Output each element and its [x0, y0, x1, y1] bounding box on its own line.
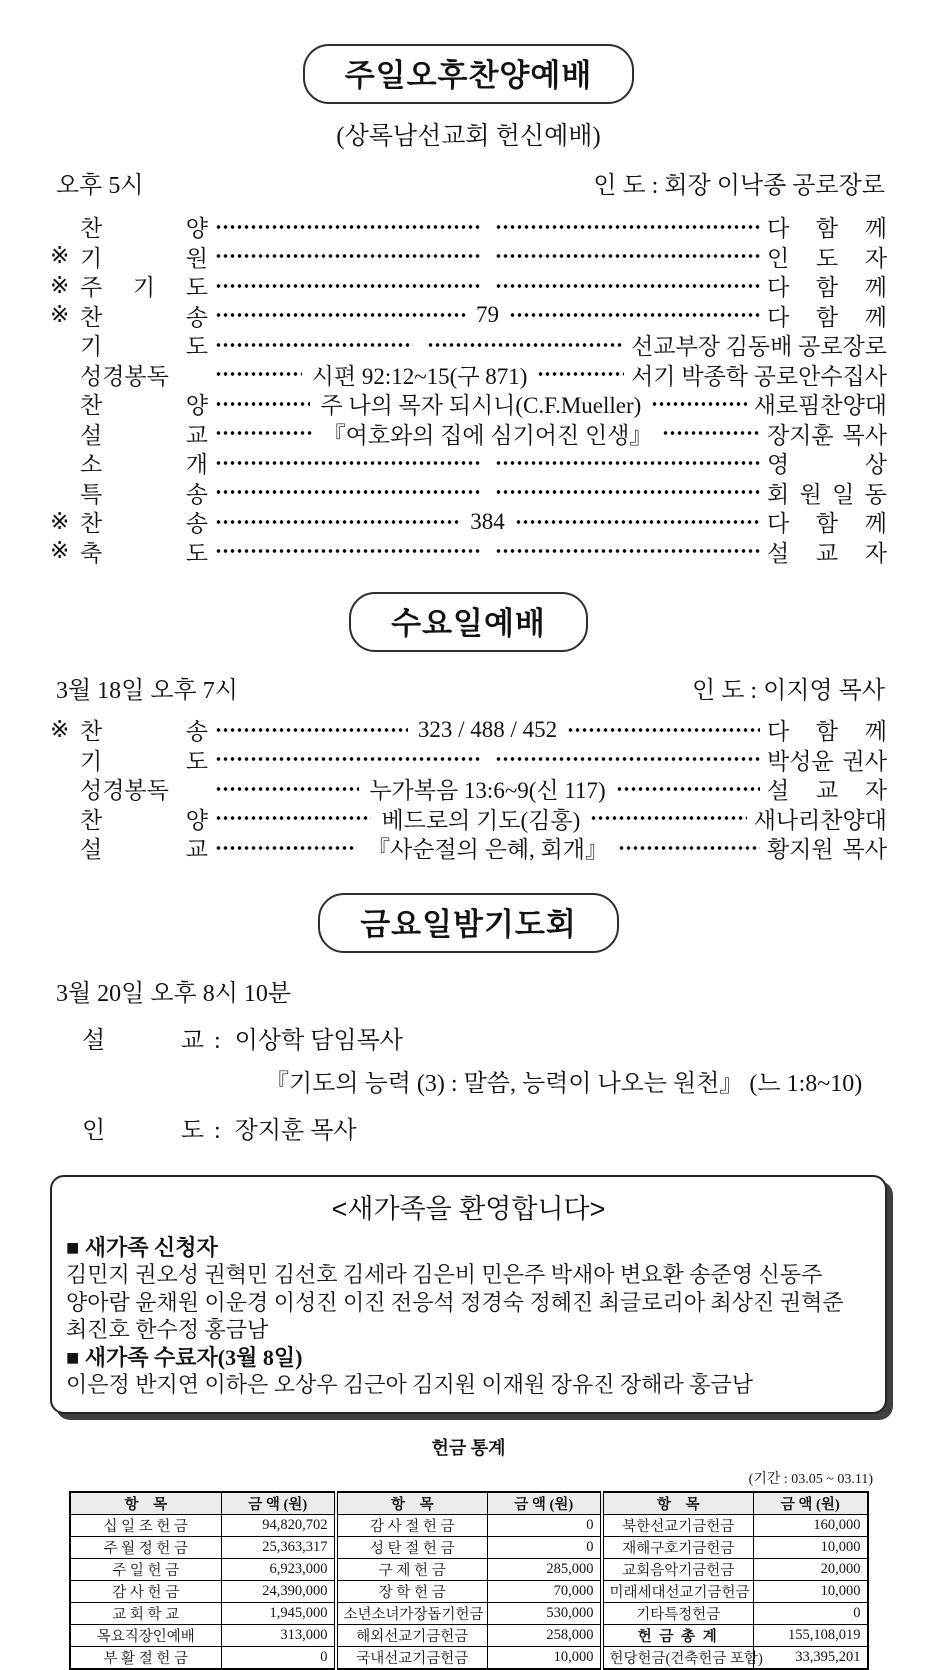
offering-amount: 0 [754, 1602, 868, 1624]
order-label: 특 송 [80, 481, 208, 507]
friday-leader-label: 인 도 [82, 1117, 204, 1144]
sunday-time: 오후 5시 [56, 173, 144, 199]
offering-amount: 25,363,317 [222, 1536, 336, 1558]
dot-leader [537, 368, 624, 380]
order-label: 기 도 [80, 748, 208, 774]
offering-total-amount: 155,108,019 [754, 1624, 868, 1646]
order-label: 성경봉독 [80, 363, 169, 389]
offering-amount: 0 [488, 1536, 602, 1558]
sunday-meta-row [50, 165, 887, 200]
offering-item: 헌당헌금(건축헌금 포함) [602, 1646, 754, 1669]
dot-leader [215, 724, 408, 736]
offering-amount: 160,000 [754, 1514, 868, 1536]
order-right: 서기 박종학 공로안수집사 [631, 363, 887, 389]
wednesday-time: 3월 18일 오후 7시 [56, 678, 238, 704]
dot-leader [495, 250, 761, 262]
offering-item: 부 활 절 헌 금 [70, 1646, 222, 1669]
order-label: 찬 송 [80, 304, 208, 330]
order-center: 시편 92:12~15(구 871) [311, 363, 528, 389]
order-center: 베드로의 기도(김홍) [381, 807, 581, 833]
dot-leader [662, 427, 760, 439]
order-row [50, 478, 887, 508]
order-center: 『여호와의 집에 심기어진 인생』 [322, 422, 653, 448]
dot-leader [495, 486, 761, 498]
offering-amount: 6,923,000 [222, 1558, 336, 1580]
col-header-amount: 금 액 (원) [222, 1492, 336, 1515]
order-row [50, 448, 887, 478]
order-center: 323 / 488 / 452 [417, 716, 558, 742]
col-header-item: 항 목 [70, 1492, 222, 1515]
table-row [70, 1514, 868, 1536]
table-row [70, 1624, 868, 1646]
dot-leader [515, 516, 760, 528]
order-row [50, 715, 887, 745]
order-center: 주 나의 목자 되시니(C.F.Mueller) [320, 393, 642, 419]
order-right: 영 상 [767, 452, 887, 478]
offering-amount: 1,945,000 [222, 1602, 336, 1624]
section-title-friday-prayer: 금요일밤기도회 [318, 893, 619, 953]
dot-leader [567, 724, 760, 736]
dot-leader [215, 545, 481, 557]
dot-leader [495, 457, 761, 469]
order-right: 새로핌찬양대 [753, 393, 888, 419]
dot-leader [495, 280, 761, 292]
col-header-item: 항 목 [336, 1492, 488, 1515]
table-row [70, 1602, 868, 1624]
wednesday-order-list [50, 715, 887, 863]
dot-leader [215, 753, 481, 765]
order-right: 새나리찬양대 [753, 807, 887, 833]
section-title-sunday-evening-worship: 주일오후찬양예배 [303, 44, 635, 104]
offering-amount: 33,395,201 [754, 1646, 868, 1669]
offering-amount: 0 [222, 1646, 336, 1669]
dot-leader [215, 280, 481, 292]
offering-amount: 70,000 [488, 1580, 602, 1602]
order-right: 박성윤 권사 [767, 748, 887, 774]
table-row [70, 1558, 868, 1580]
welcome-title: <새가족을 환영합니다> [331, 1193, 606, 1224]
order-row [50, 745, 887, 775]
colon: : [214, 1027, 221, 1054]
offering-item: 감 사 헌 금 [70, 1580, 222, 1602]
table-header-row [70, 1492, 868, 1515]
dot-leader [215, 486, 481, 498]
order-right: 회 원 일 동 [767, 481, 887, 507]
order-row [50, 360, 887, 390]
graduates-heading: ■ 새가족 수료자(3월 8일) [66, 1344, 303, 1370]
dot-leader [215, 783, 359, 795]
order-row [50, 774, 887, 804]
order-row [50, 419, 887, 449]
colon: : [214, 1117, 221, 1144]
offering-item: 목요직장인예배 [70, 1624, 222, 1646]
applicants-names-line3: 최진호 한수정 홍금남 [66, 1317, 269, 1342]
offering-amount: 20,000 [754, 1558, 868, 1580]
dot-leader [618, 842, 760, 854]
friday-leader: 장지훈 목사 [234, 1117, 357, 1144]
order-right: 장지훈 목사 [767, 422, 887, 448]
offering-item: 주 일 헌 금 [70, 1558, 222, 1580]
order-label: 찬 송 [80, 511, 208, 537]
dot-leader [215, 309, 466, 321]
offering-period: (기간 : 03.05 ~ 03.11) [748, 1471, 873, 1487]
order-row [50, 833, 887, 863]
dot-leader [215, 250, 481, 262]
offering-item: 십 일 조 헌 금 [70, 1514, 222, 1536]
dot-leader [215, 812, 371, 824]
applicants-names-line2: 양아람 윤채원 이운경 이성진 이진 전응석 정경숙 정혜진 최글로리아 최상진 권혁준 [66, 1289, 844, 1315]
order-right: 선교부장 김동배 공로장로 [631, 334, 887, 360]
offering-amount: 285,000 [488, 1558, 602, 1580]
offering-item: 재해구호기금헌금 [602, 1536, 754, 1558]
table-row [70, 1580, 868, 1602]
offering-amount: 10,000 [754, 1536, 868, 1558]
order-label: 성경봉독 [80, 778, 169, 804]
table-row [70, 1646, 868, 1669]
order-label: 주 기 도 [80, 275, 208, 301]
order-label: 설 교 [80, 422, 208, 448]
dot-leader [509, 309, 760, 321]
offering-title: 헌금 통계 [431, 1437, 506, 1458]
dot-leader [215, 427, 313, 439]
order-label: 기 도 [80, 334, 208, 360]
offering-item: 장 학 헌 금 [336, 1580, 488, 1602]
offering-amount: 10,000 [488, 1646, 602, 1669]
order-mark: ※ [50, 508, 70, 534]
sunday-order-list [50, 212, 887, 566]
offering-amount: 94,820,702 [222, 1514, 336, 1536]
order-label: 기 원 [80, 245, 208, 271]
order-mark: ※ [50, 538, 70, 564]
order-right: 설 교 자 [767, 778, 888, 804]
offering-item: 미래세대선교기금헌금 [602, 1580, 754, 1602]
dot-leader [215, 368, 302, 380]
wednesday-meta-row [50, 670, 887, 705]
offering-item: 북한선교기금헌금 [602, 1514, 754, 1536]
order-mark: ※ [50, 302, 70, 328]
offering-item: 국내선교기금헌금 [336, 1646, 488, 1669]
order-right: 다 함 께 [767, 275, 887, 301]
offering-item: 소년소녀가장돕기헌금 [336, 1602, 488, 1624]
applicants-names-line1: 김민지 권오성 권혁민 김선호 김세라 김은비 민은주 박새아 변요환 송준영 신동주 [66, 1262, 823, 1287]
order-right: 다 함 께 [767, 216, 887, 242]
order-label: 찬 양 [80, 216, 208, 242]
order-right: 다 함 께 [767, 304, 887, 330]
order-right: 황지원 목사 [767, 837, 887, 863]
order-right: 인 도 자 [767, 245, 887, 271]
order-right: 다 함 께 [767, 719, 887, 745]
order-center: 누가복음 13:6~9(신 117) [369, 778, 606, 804]
applicants-heading: ■ 새가족 신청자 [66, 1234, 218, 1260]
dot-leader [215, 457, 481, 469]
order-label: 찬 양 [80, 807, 208, 833]
offering-total-label: 헌 금 총 계 [602, 1624, 754, 1646]
offering-item: 해외선교기금헌금 [336, 1624, 488, 1646]
order-mark: ※ [50, 716, 70, 742]
dot-leader [495, 221, 761, 233]
friday-sermon-title: 『기도의 능력 (3) : 말씀, 능력이 나오는 원천』 (느 1:8~10) [265, 1070, 863, 1097]
offering-table [69, 1491, 869, 1670]
offering-amount: 0 [488, 1514, 602, 1536]
sunday-subtitle: (상록남선교회 헌신예배) [336, 123, 601, 150]
dot-leader [495, 545, 761, 557]
friday-sermon-label: 설 교 [82, 1027, 204, 1054]
dot-leader [215, 516, 460, 528]
dot-leader [215, 221, 481, 233]
order-row [50, 330, 887, 360]
sunday-leader: 인 도 : 회장 이낙종 공로장로 [593, 173, 885, 199]
order-center: 384 [470, 508, 505, 534]
offering-amount: 258,000 [488, 1624, 602, 1646]
offering-amount: 24,390,000 [222, 1580, 336, 1602]
dot-leader [495, 753, 761, 765]
dot-leader [215, 339, 413, 351]
offering-item: 감 사 절 헌 금 [336, 1514, 488, 1536]
col-header-amount: 금 액 (원) [488, 1492, 602, 1515]
offering-item: 구 제 헌 금 [336, 1558, 488, 1580]
offering-item: 성 탄 절 헌 금 [336, 1536, 488, 1558]
order-row [50, 242, 887, 272]
order-label: 축 도 [80, 540, 208, 566]
dot-leader [427, 339, 625, 351]
order-center: 79 [476, 302, 499, 328]
section-title-wednesday-worship: 수요일예배 [349, 592, 588, 652]
order-right: 다 함 께 [767, 511, 887, 537]
col-header-item: 항 목 [602, 1492, 754, 1515]
offering-item: 교회음악기금헌금 [602, 1558, 754, 1580]
offering-amount: 10,000 [754, 1580, 868, 1602]
order-row [50, 804, 887, 834]
offering-amount: 530,000 [488, 1602, 602, 1624]
friday-preacher: 이상학 담임목사 [234, 1027, 403, 1054]
order-row [50, 271, 887, 301]
order-row [50, 212, 887, 242]
col-header-amount: 금 액 (원) [754, 1492, 868, 1515]
order-label: 찬 송 [80, 719, 208, 745]
graduates-names-line: 이은정 반지연 이하은 오상우 김근아 김지원 이재원 장유진 장해라 홍금남 [66, 1372, 754, 1397]
order-label: 소 개 [80, 452, 208, 478]
offering-item: 주 월 정 헌 금 [70, 1536, 222, 1558]
order-center: 『사순절의 은혜, 회개』 [367, 837, 608, 863]
order-row [50, 507, 887, 537]
dot-leader [616, 783, 760, 795]
order-label: 설 교 [80, 837, 208, 863]
offering-item: 교 회 학 교 [70, 1602, 222, 1624]
dot-leader [590, 812, 746, 824]
offering-amount: 313,000 [222, 1624, 336, 1646]
wednesday-leader: 인 도 : 이지영 목사 [692, 678, 885, 704]
order-label: 찬 양 [80, 393, 208, 419]
dot-leader [215, 842, 357, 854]
friday-sermon-row [50, 1020, 887, 1055]
order-mark: ※ [50, 243, 70, 269]
offering-item: 기타특정헌금 [602, 1602, 754, 1624]
dot-leader [651, 398, 746, 410]
friday-leader-row [50, 1110, 887, 1145]
order-row [50, 301, 887, 331]
order-mark: ※ [50, 272, 70, 298]
table-row [70, 1536, 868, 1558]
new-family-welcome-box [50, 1175, 887, 1414]
order-right: 설 교 자 [767, 540, 887, 566]
order-row [50, 537, 887, 567]
order-row [50, 389, 887, 419]
friday-datetime: 3월 20일 오후 8시 10분 [56, 980, 292, 1007]
dot-leader [215, 398, 310, 410]
